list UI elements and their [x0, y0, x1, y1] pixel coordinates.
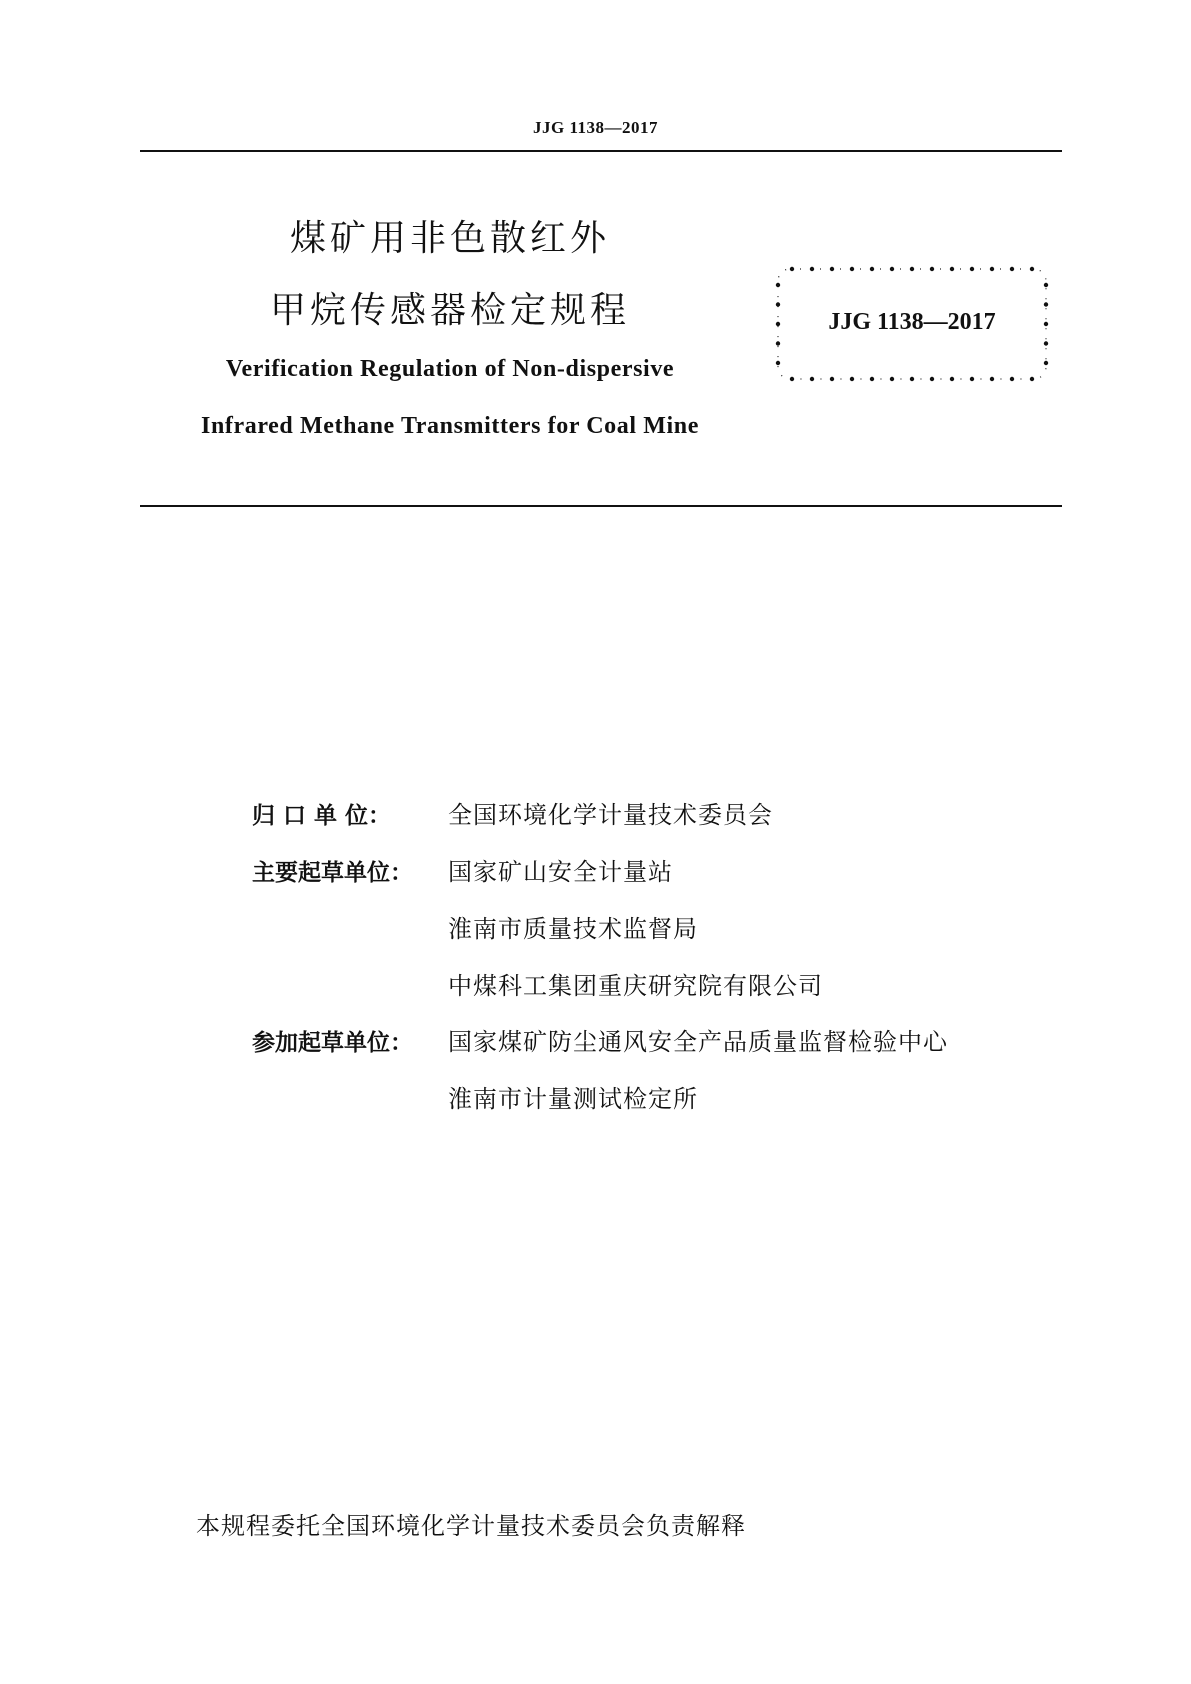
- border-dot: [870, 267, 874, 271]
- border-dot: [776, 341, 780, 345]
- border-dot: [830, 267, 834, 271]
- main-drafting-value: 国家矿山安全计量站: [448, 858, 673, 886]
- title-en-line1: Verification Regulation of Non-dispersive: [225, 356, 675, 382]
- border-dot: [1044, 283, 1048, 287]
- border-dot: [970, 267, 974, 271]
- border-dot: [1044, 341, 1048, 345]
- participating-drafting-row: [252, 1022, 948, 1057]
- border-dot: [1030, 377, 1034, 381]
- border-dot: [790, 267, 794, 271]
- main-drafting-value: 淮南市质量技术监督局: [448, 915, 698, 943]
- border-dot: [950, 267, 954, 271]
- border-dot: [910, 377, 914, 381]
- main-drafting-value: 中煤科工集团重庆研究院有限公司: [448, 972, 823, 1000]
- top-divider: [140, 150, 1062, 152]
- border-dot: [890, 377, 894, 381]
- standard-code: JJG 1138—2017: [828, 309, 996, 335]
- border-dot: [810, 377, 814, 381]
- border-dot: [910, 267, 914, 271]
- border-dot: [1010, 377, 1014, 381]
- main-drafting-row: [252, 909, 698, 944]
- participating-drafting-row: [252, 1079, 698, 1114]
- header-standard-code: JJG 1138—2017: [532, 118, 659, 137]
- bottom-divider: [140, 505, 1062, 507]
- title-cn-line1: 煤矿用非色散红外: [289, 218, 610, 259]
- responsible-unit-label: 归 口 单 位：: [252, 803, 392, 829]
- standard-code-box: [772, 263, 1052, 385]
- responsible-unit-row: [252, 795, 773, 830]
- main-drafting-row: [252, 966, 823, 1001]
- title-cn-line2: 甲烷传感器检定规程: [269, 290, 630, 331]
- border-dot: [776, 361, 780, 365]
- border-dot: [850, 267, 854, 271]
- border-dot: [890, 267, 894, 271]
- main-drafting-row: [252, 852, 673, 887]
- border-dot: [970, 377, 974, 381]
- main-drafting-label: 主要起草单位：: [252, 860, 413, 886]
- border-dot: [990, 267, 994, 271]
- border-dot: [930, 267, 934, 271]
- border-dot: [776, 302, 780, 306]
- responsible-unit-value: 全国环境化学计量技术委员会: [448, 801, 773, 829]
- border-dot: [1044, 361, 1048, 365]
- border-dot: [790, 377, 794, 381]
- border-dot: [850, 377, 854, 381]
- participating-drafting-value: 国家煤矿防尘通风安全产品质量监督检验中心: [448, 1028, 948, 1056]
- border-dot: [1044, 302, 1048, 306]
- border-dot: [870, 377, 874, 381]
- participating-drafting-value: 淮南市计量测试检定所: [448, 1085, 698, 1113]
- border-dot: [1010, 267, 1014, 271]
- border-dot: [950, 377, 954, 381]
- border-dot: [930, 377, 934, 381]
- border-dot: [830, 377, 834, 381]
- interpretation-note: 本规程委托全国环境化学计量技术委员会负责解释: [196, 1512, 746, 1540]
- border-dot: [776, 283, 780, 287]
- border-dot: [810, 267, 814, 271]
- participating-drafting-label: 参加起草单位：: [252, 1030, 413, 1056]
- border-dot: [990, 377, 994, 381]
- border-dot: [1030, 267, 1034, 271]
- title-en-line2: Infrared Methane Transmitters for Coal Mine: [201, 413, 699, 439]
